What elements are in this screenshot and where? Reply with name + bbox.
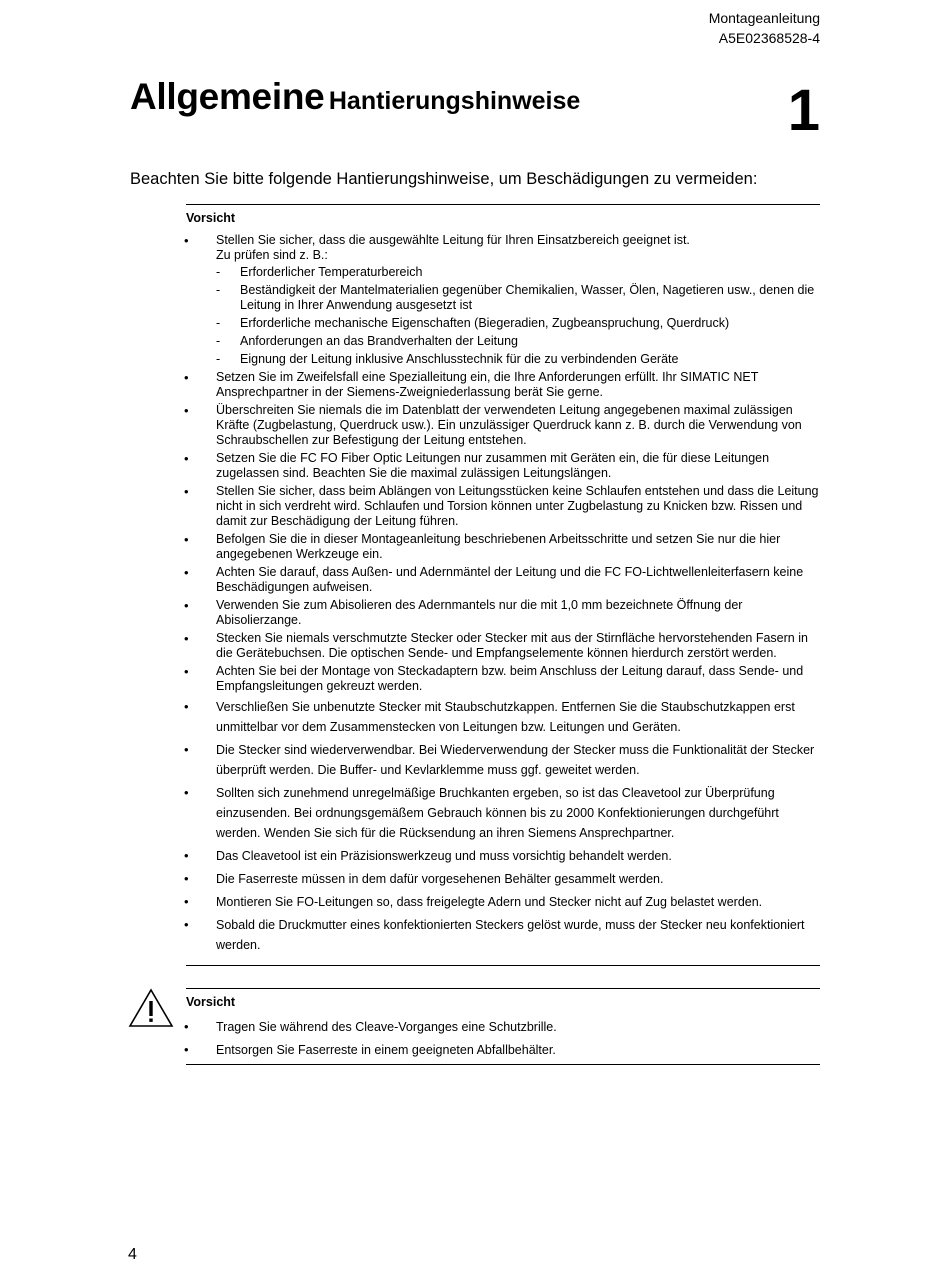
header-doc-type: Montageanleitung xyxy=(708,10,820,26)
intro-text: Beachten Sie bitte folgende Hantierungshinweise, um Beschädigungen zu vermeiden: xyxy=(130,170,758,188)
list-item-text: • Stellen Sie sicher, dass die ausgewählte Leitung für Ihren Einsatzbereich geeignet ist. xyxy=(216,233,690,247)
list-item: • Entsorgen Sie Faserreste in einem geeigneten Abfallbehälter. xyxy=(186,1040,820,1060)
sub-list-item: - Anforderungen an das Brandverhalten der Leitung xyxy=(216,334,820,349)
list-item: • Sollten sich zunehmend unregelmäßige Bruchkanten ergeben, so ist das Cleavetool zur Überprüfung einzusenden. Bei ordnungsgemäßem Gebrauch können bis zu 2000 Konfektionierungen durchgeführt werden. Wenden Sie sich für die Rücksendung an ihren Siemens Ansprechpartner. xyxy=(186,783,820,843)
chapter-title-main: Allgemeine xyxy=(130,76,325,117)
caution-box-safety xyxy=(186,988,820,1065)
list-item-text-2: Zu prüfen sind z. B.: xyxy=(216,248,328,262)
list-item: • Setzen Sie die FC FO Fiber Optic Leitungen nur zusammen mit Geräten ein, die für diese Leitungen zugelassen sind. Beachten Sie die maximal zulässigen Leitungslängen. xyxy=(186,451,820,481)
caution-list xyxy=(186,1017,820,1060)
sub-list-item: - Erforderlicher Temperaturbereich xyxy=(216,265,820,280)
warning-triangle-icon xyxy=(128,988,174,1028)
list-item: • Befolgen Sie die in dieser Montageanleitung beschriebenen Arbeitsschritte und setzen Sie nur die hier angegebenen Werkzeuge ein. xyxy=(186,532,820,562)
header-doc-number: A5E02368528-4 xyxy=(718,30,820,46)
list-item: • Achten Sie bei der Montage von Steckadaptern bzw. beim Anschluss der Leitung darauf, dass Sende- und Empfangsleitungen gekreuzt werden. xyxy=(186,664,820,694)
list-item: • Überschreiten Sie niemals die im Datenblatt der verwendeten Leitung angegebenen maximal zulässigen Kräfte (Zugbelastung, Querdruck usw.). Ein unzulässiger Querdruck kann z. B. durch die Verwendung von Schraubschellen zur Befestigung der Leitung entstehen. xyxy=(186,403,820,448)
list-item: • Stellen Sie sicher, dass beim Ablängen von Leitungsstücken keine Schlaufen entstehen und dass die Leitung nicht in sich verdreht wird. Schlaufen und Torsion können unter Zugbelastung zu Knicken bzw. Rissen und damit zur Beschädigung der Leitung führen. xyxy=(186,484,820,529)
chapter-number: 1 xyxy=(787,78,820,143)
list-item: • Verwenden Sie zum Abisolieren des Adernmantels nur die mit 1,0 mm bezeichnete Öffnung der Abisolierzange. xyxy=(186,598,820,628)
document-header xyxy=(709,8,820,48)
caution-heading: Vorsicht xyxy=(186,995,236,1009)
list-item: • Stecken Sie niemals verschmutzte Stecker oder Stecker mit aus der Stirnfläche hervorstehenden Fasern in die Gerätebuchsen. Die optischen Sende- und Empfangselemente können hierdurch zerstört werden. xyxy=(186,631,820,661)
list-item: • Achten Sie darauf, dass Außen- und Adernmäntel der Leitung und die FC FO-Lichtwellenleiterfasern keine Beschädigungen aufweisen. xyxy=(186,565,820,595)
caution-heading: Vorsicht xyxy=(186,211,236,225)
list-item: • Montieren Sie FO-Leitungen so, dass freigelegte Adern und Stecker nicht auf Zug belastet werden. xyxy=(186,892,820,912)
chapter-title xyxy=(130,76,580,118)
page-number: 4 xyxy=(128,1246,137,1263)
caution-box-handling xyxy=(186,204,820,966)
list-item: • Die Faserreste müssen in dem dafür vorgesehenen Behälter gesammelt werden. xyxy=(186,869,820,889)
list-item: • Setzen Sie im Zweifelsfall eine Spezialleitung ein, die Ihre Anforderungen erfüllt. Ihr SIMATIC NET Ansprechpartner in der Siemens-Zweigniederlassung berät Sie gerne. xyxy=(186,370,820,400)
list-item: • Die Stecker sind wiederverwendbar. Bei Wiederverwendung der Stecker muss die Funktionalität der Stecker überprüft werden. Die Buffer- und Kevlarklemme muss ggf. geweitet werden. xyxy=(186,740,820,780)
sub-list-item: - Beständigkeit der Mantelmaterialien gegenüber Chemikalien, Wasser, Ölen, Nagetieren usw., denen die Leitung in Ihrer Anwendung ausgesetzt ist xyxy=(216,283,820,313)
list-item: • Verschließen Sie unbenutzte Stecker mit Staubschutzkappen. Entfernen Sie die Staubschutzkappen erst unmittelbar vor dem Zusammenstecken von Leitungen bzw. Leitungen und Geräten. xyxy=(186,697,820,737)
list-item: • Das Cleavetool ist ein Präzisionswerkzeug und muss vorsichtig behandelt werden. xyxy=(186,846,820,866)
caution-list xyxy=(186,233,820,955)
list-item: • Sobald die Druckmutter eines konfektionierten Steckers gelöst wurde, muss der Stecker neu konfektioniert werden. xyxy=(186,915,820,955)
sub-list xyxy=(216,265,820,367)
list-item: • Tragen Sie während des Cleave-Vorganges eine Schutzbrille. xyxy=(186,1017,820,1037)
list-item xyxy=(186,233,820,367)
chapter-title-sub: Hantierungshinweise xyxy=(328,87,581,115)
sub-list-item: - Erforderliche mechanische Eigenschaften (Biegeradien, Zugbeanspruchung, Querdruck) xyxy=(216,316,820,331)
sub-list-item: - Eignung der Leitung inklusive Anschlusstechnik für die zu verbindenden Geräte xyxy=(216,352,820,367)
